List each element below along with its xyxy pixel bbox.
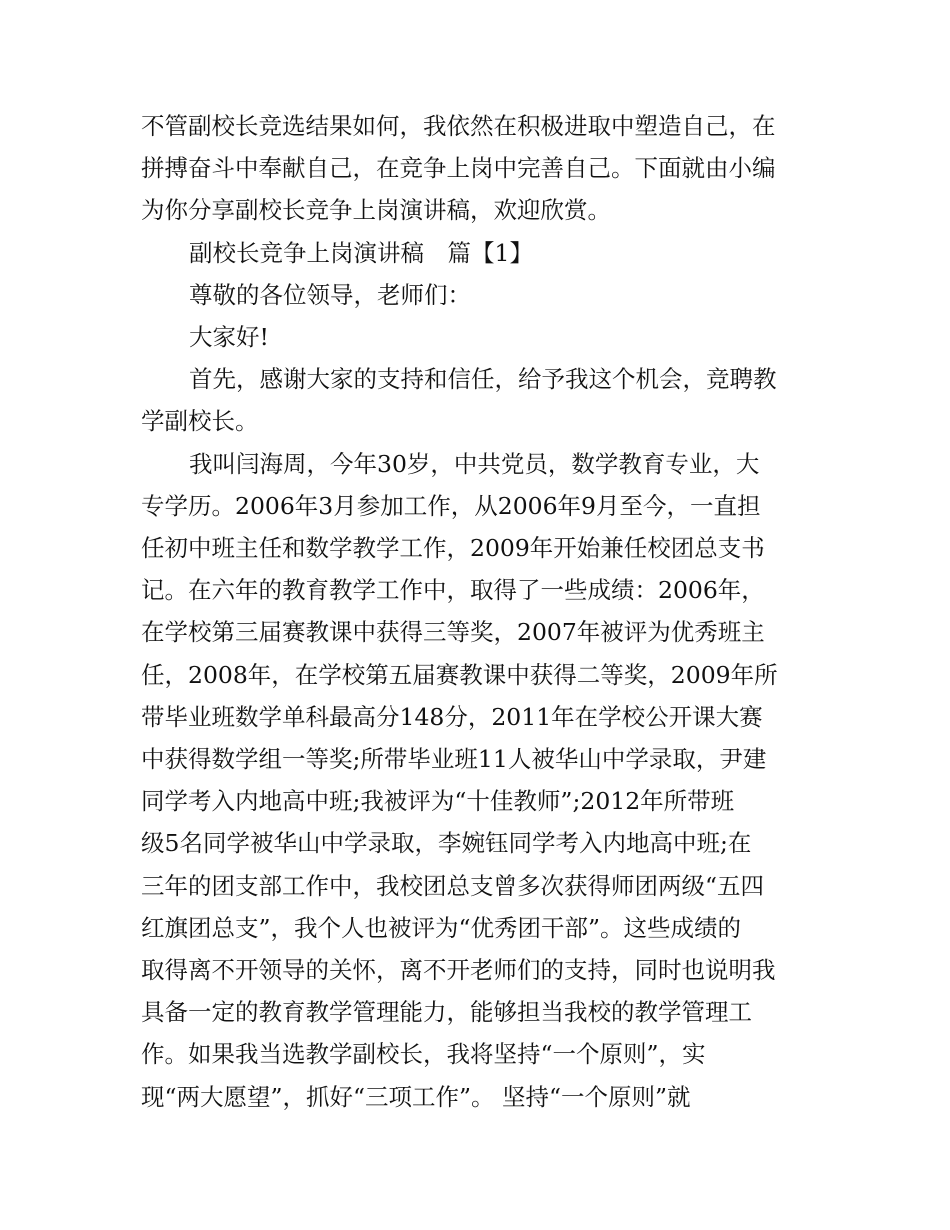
paragraph-line: 具备一定的教育教学管理能力，能够担当我校的教学管理工 — [141, 998, 752, 1027]
paragraph-line: 我叫闫海周，今年30岁，中共党员，数学教育专业，大 — [189, 449, 760, 478]
intro-line: 拼搏奋斗中奉献自己，在竞争上岗中完善自己。下面就由小编 — [141, 154, 776, 183]
paragraph-line: 同学考入内地高中班;我被评为“十佳教师”;2012年所带班 — [141, 787, 735, 816]
paragraph-line: 级5名同学被华山中学录取，李婉钰同学考入内地高中班;在 — [141, 829, 752, 858]
paragraph-line: 任初中班主任和数学教学工作，2009年开始兼任校团总支书 — [141, 534, 765, 563]
paragraph-line: 首先，感谢大家的支持和信任，给予我这个机会，竞聘教 — [189, 365, 777, 394]
paragraph-line: 作。如果我当选教学副校长，我将坚持“一个原则”，实 — [141, 1040, 706, 1069]
paragraph-line: 带毕业班数学单科最高分148分，2011年在学校公开课大赛 — [141, 702, 763, 731]
paragraph-self-introduction — [141, 443, 821, 1118]
intro-paragraph — [141, 105, 821, 232]
paragraph-line: 专学历。2006年3月参加工作，从2006年9月至今，一直担 — [141, 491, 761, 520]
paragraph-line: 学副校长。 — [141, 407, 259, 436]
paragraph-line: 记。在六年的教育教学工作中，取得了一些成绩：2006年， — [141, 576, 765, 605]
intro-line: 不管副校长竞选结果如何，我依然在积极进取中塑造自己，在 — [141, 112, 776, 140]
intro-line: 为你分享副校长竞争上岗演讲稿，欢迎欣赏。 — [141, 196, 611, 225]
paragraph-line: 任，2008年，在学校第五届赛教课中获得二等奖，2009年所 — [141, 660, 778, 689]
salutation: 尊敬的各位领导，老师们： — [189, 280, 471, 309]
document-body — [141, 105, 821, 1118]
greeting: 大家好! — [189, 323, 269, 352]
paragraph-line: 取得离不开领导的关怀，离不开老师们的支持，同时也说明我 — [141, 956, 776, 985]
paragraph-line: 中获得数学组一等奖;所带毕业班11人被华山中学录取，尹建 — [141, 745, 767, 774]
paragraph-line: 在学校第三届赛教课中获得三等奖，2007年被评为优秀班主 — [141, 618, 765, 647]
paragraph-line: 现“两大愿望”，抓好“三项工作”。 坚持“一个原则”就 — [141, 1082, 691, 1111]
paragraph-line: 三年的团支部工作中，我校团总支曾多次获得师团两级“五四 — [141, 871, 765, 900]
paragraph-thanks — [141, 358, 821, 442]
section-heading: 副校长竞争上岗演讲稿 篇【1】 — [189, 238, 533, 267]
paragraph-line: 红旗团总支”，我个人也被评为“优秀团干部”。这些成绩的 — [141, 913, 742, 942]
